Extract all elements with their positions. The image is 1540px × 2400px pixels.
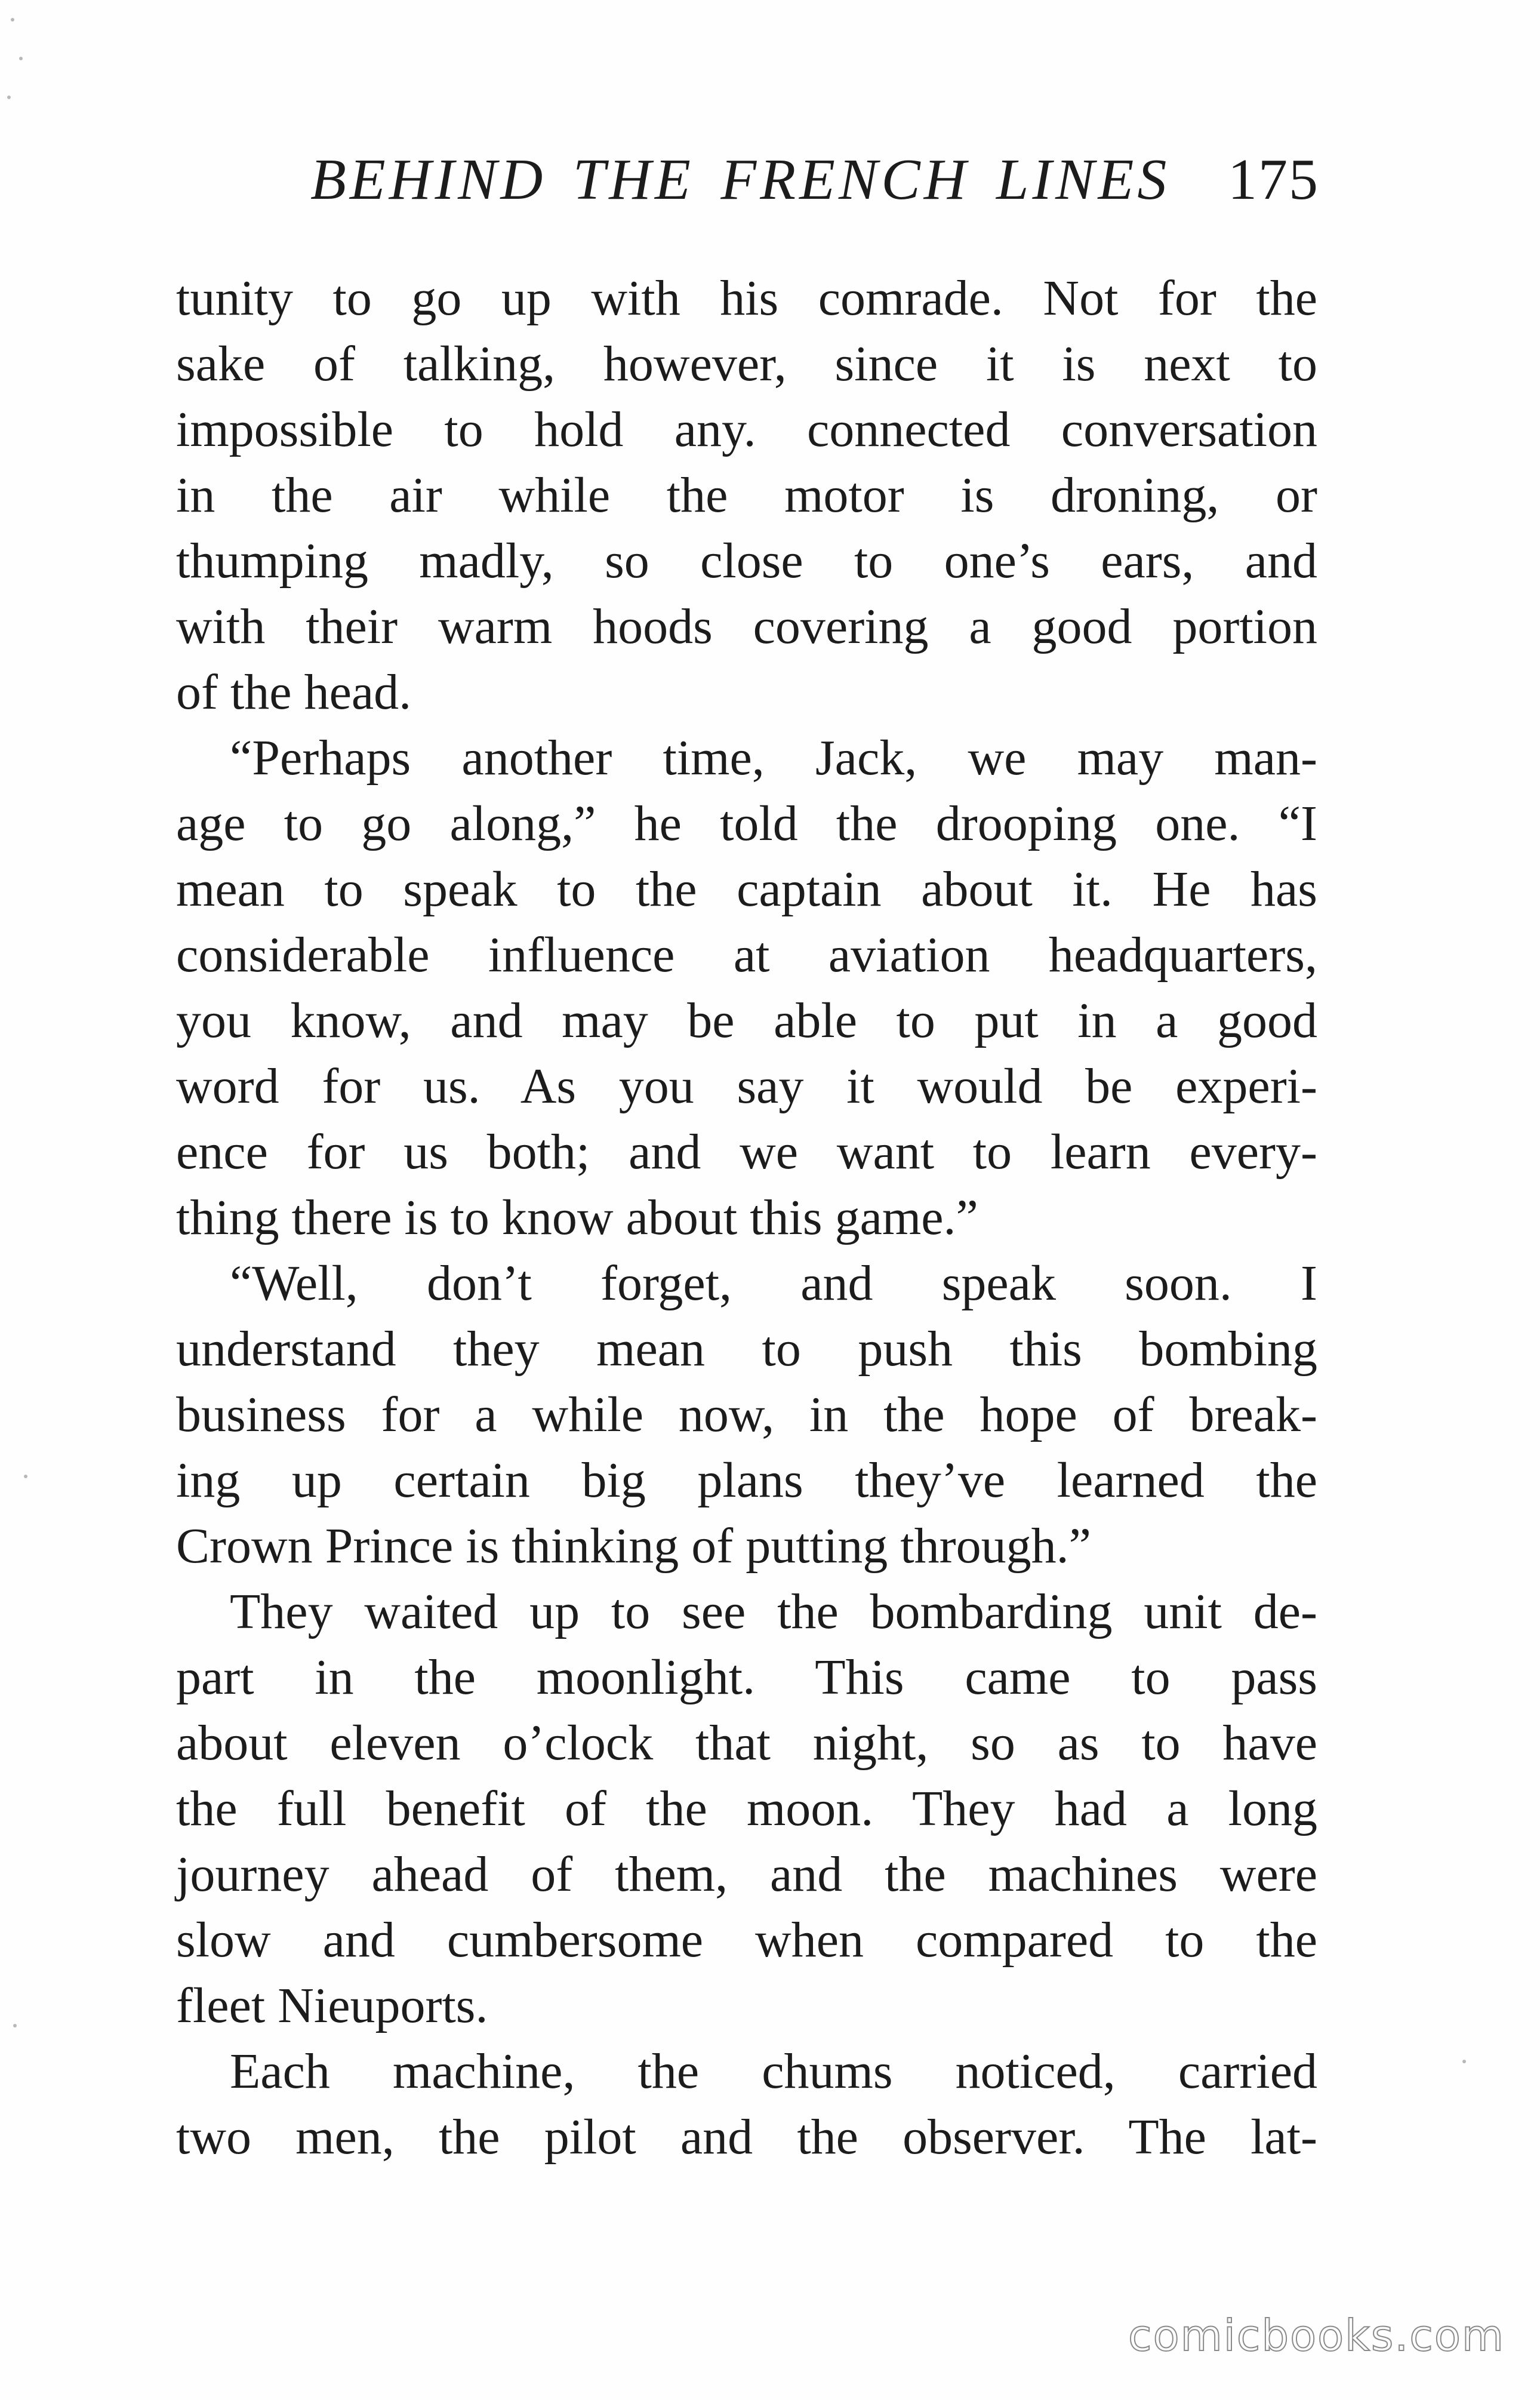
- text-line: considerable influence at aviation headquarters,: [176, 927, 1317, 983]
- text-line: part in the moonlight. This came to pass: [176, 1650, 1317, 1705]
- text-line: in the air while the motor is droning, or: [176, 467, 1317, 523]
- scan-speck: [11, 18, 14, 21]
- text-line: impossible to hold any. connected conversation: [176, 402, 1317, 457]
- watermark-logo: comicbooks.com: [1128, 2310, 1505, 2361]
- text-line: journey ahead of them, and the machines were: [176, 1847, 1317, 1902]
- running-title: BEHIND THE FRENCH LINES: [310, 147, 1171, 212]
- text-line: “Well, don’t forget, and speak soon. I: [230, 1256, 1317, 1311]
- text-line: mean to speak to the captain about it. He has: [176, 861, 1317, 917]
- text-line: fleet Nieuports.: [176, 1978, 488, 2033]
- scan-speck: [7, 96, 11, 99]
- text-line: thing there is to know about this game.”: [176, 1190, 978, 1245]
- text-line: about eleven o’clock that night, so as to have: [176, 1715, 1317, 1771]
- text-line: word for us. As you say it would be experi-: [176, 1059, 1317, 1114]
- text-line: two men, the pilot and the observer. The lat-: [176, 2109, 1317, 2165]
- text-line: “Perhaps another time, Jack, we may man-: [230, 730, 1317, 786]
- text-line: ing up certain big plans they’ve learned the: [176, 1453, 1317, 1508]
- text-line: ence for us both; and we want to learn every-: [176, 1124, 1317, 1180]
- text-line: tunity to go up with his comrade. Not for the: [176, 270, 1317, 326]
- text-line: with their warm hoods covering a good portion: [176, 599, 1317, 654]
- running-head: [310, 146, 1319, 230]
- text-line: slow and cumbersome when compared to the: [176, 1912, 1317, 1968]
- text-line: understand they mean to push this bombing: [176, 1321, 1317, 1377]
- text-line: Crown Prince is thinking of putting through.”: [176, 1518, 1091, 1574]
- text-line: They waited up to see the bombarding unit de-: [230, 1584, 1317, 1639]
- scan-speck: [13, 2024, 17, 2027]
- text-line: age to go along,” he told the drooping one. “I: [176, 796, 1317, 851]
- body-text: [176, 266, 1317, 2170]
- text-line: business for a while now, in the hope of break-: [176, 1387, 1317, 1442]
- text-line: thumping madly, so close to one’s ears, and: [176, 533, 1317, 589]
- text-line: of the head.: [176, 664, 412, 720]
- scan-speck: [1462, 2060, 1466, 2063]
- page-number: 175: [1228, 147, 1319, 212]
- scan-speck: [19, 57, 23, 60]
- text-line: sake of talking, however, since it is next to: [176, 336, 1317, 392]
- scan-speck: [24, 1475, 27, 1478]
- text-line: the full benefit of the moon. They had a long: [176, 1781, 1317, 1836]
- text-line: Each machine, the chums noticed, carried: [230, 2044, 1317, 2099]
- text-line: you know, and may be able to put in a good: [176, 993, 1317, 1048]
